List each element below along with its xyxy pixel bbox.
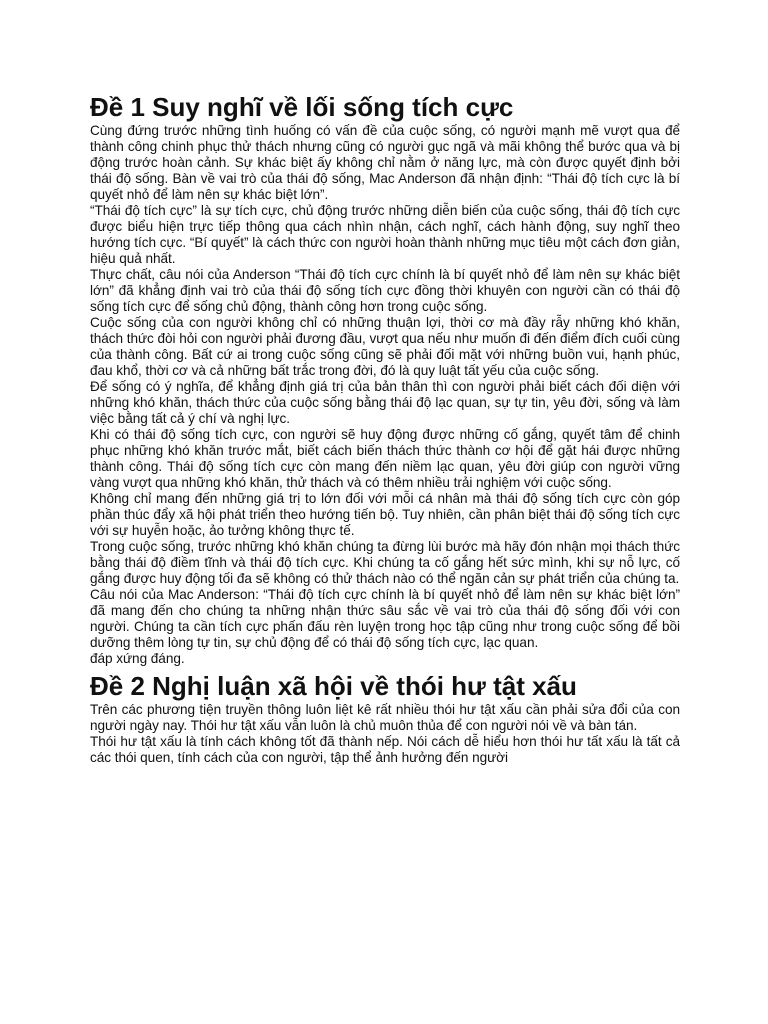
paragraph: Câu nói của Mac Anderson: “Thái độ tích cực chính là bí quyết nhỏ để làm nên sự khác biệt lớn” đã mang đến cho chúng ta những nhận thức sâu sắc về vai trò của thái độ sống đối với con người. Chúng ta cần tích cực phấn đấu rèn luyện trong học tập cũng như trong cuộc sống để bồi dưỡng thêm lòng tự tin, sự chủ động để có thái độ sống tích cực, lạc quan.	[90, 587, 680, 650]
paragraph: Trên các phương tiện truyền thông luôn liệt kê rất nhiều thói hư tật xấu cần phải sửa đổi của con người ngày nay. Thói hư tật xấu vẫn luôn là chủ muôn thủa để con người nói về và bàn tán.	[90, 702, 680, 733]
section-1-body	[90, 123, 680, 667]
paragraph: Để sống có ý nghĩa, để khẳng định giá trị của bản thân thì con người phải biết cách đối diện với những khó khăn, thách thức của cuộc sống bằng thái độ lạc quan, sự tự tin, yêu đời, sống và làm việc bằng tất cả ý chí và nghị lực.	[90, 379, 680, 426]
paragraph: “Thái độ tích cực” là sự tích cực, chủ động trước những diễn biến của cuộc sống, thái độ tích cực được biểu hiện trực tiếp thông qua cách nhìn nhận, cách nghĩ, cách hành động, suy nghĩ theo hướng tích cực. “Bí quyết” là cách thức con người hoàn thành những mục tiêu một cách đơn giản, hiệu quả nhất.	[90, 203, 680, 266]
section-2-body	[90, 702, 680, 766]
section-2-title: Đề 2 Nghị luận xã hội về thói hư tật xấu	[90, 671, 577, 701]
paragraph: Không chỉ mang đến những giá trị to lớn đối với mỗi cá nhân mà thái độ sống tích cực còn góp phần thúc đẩy xã hội phát triển theo hướng tiến bộ. Tuy nhiên, cần phân biệt thái độ sống tích cực với sự huyễn hoặc, ảo tưởng không thực tế.	[90, 491, 680, 538]
paragraph: Khi có thái độ sống tích cực, con người sẽ huy động được những cố gắng, quyết tâm để chinh phục những khó khăn trước mắt, biết cách biến thách thức thành cơ hội để gặt hái được những thành công. Thái độ sống tích cực còn mang đến niềm lạc quan, yêu đời giúp con người vững vàng vượt qua những khó khăn, thử thách và có thêm nhiều trải nghiệm với cuộc sống.	[90, 427, 680, 490]
paragraph: đáp xứng đáng.	[90, 651, 185, 666]
paragraph: Thói hư tật xấu là tính cách không tốt đã thành nếp. Nói cách dễ hiểu hơn thói hư tất xấu là tất cả các thói quen, tính cách của con người, tập thể ảnh hưởng đến người	[90, 734, 680, 765]
paragraph: Cuộc sống của con người không chỉ có những thuận lợi, thời cơ mà đầy rẫy những khó khăn, thách thức đòi hỏi con người phải đương đầu, vượt qua nếu như muốn đi đến điểm đích cuối cùng của thành công. Bất cứ ai trong cuộc sống cũng sẽ phải đối mặt với những buồn vui, hạnh phúc, đau khổ, thời cơ và cả những bất trắc trong đời, đó là quy luật tất yếu của cuộc sống.	[90, 315, 680, 378]
paragraph: Cùng đứng trước những tình huống có vấn đề của cuộc sống, có người mạnh mẽ vượt qua để thành công chinh phục thử thách nhưng cũng có người gục ngã và mãi không thể bước qua và bị động trước hoàn cảnh. Sự khác biệt ấy không chỉ nằm ở năng lực, mà còn được quyết định bởi thái độ sống. Bàn về vai trò của thái độ sống, Mac Anderson đã nhận định: “Thái độ tích cực là bí quyết nhỏ để làm nên sự khác biệt lớn”.	[90, 123, 680, 202]
paragraph: Thực chất, câu nói của Anderson “Thái độ tích cực chính là bí quyết nhỏ để làm nên sự khác biệt lớn” đã khẳng định vai trò của thái độ sống tích cực đồng thời khuyên con người cần có thái độ sống tích cực để sống chủ động, thành công hơn trong cuộc sống.	[90, 267, 680, 314]
paragraph: Trong cuộc sống, trước những khó khăn chúng ta đừng lùi bước mà hãy đón nhận mọi thách thức bằng thái độ điềm tĩnh và thái độ tích cực. Khi chúng ta cố gắng hết sức mình, khi sự nỗ lực, cố gắng được huy động tối đa sẽ không có thử thách nào có thể ngăn cản sự phát triển của chúng ta.	[90, 539, 680, 586]
section-1-title: Đề 1 Suy nghĩ về lối sống tích cực	[90, 92, 514, 122]
